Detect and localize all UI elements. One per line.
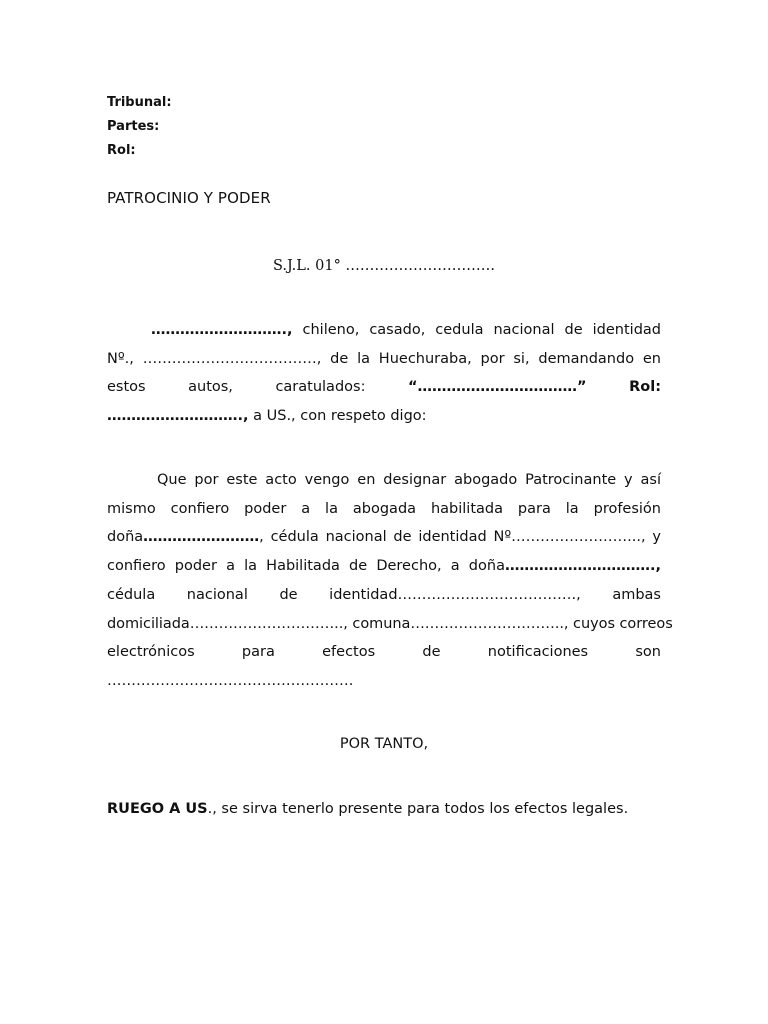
paragraph-word: estos: [107, 379, 146, 396]
name-placeholder: ……………………….,: [151, 322, 293, 338]
paragraph-line: domiciliada………………………….., comuna………………………….., cuyos correos: [107, 615, 673, 632]
paragraph-line: [107, 316, 661, 345]
ruego-bold: RUEGO A US: [107, 801, 208, 817]
petition-line: [107, 799, 628, 819]
tribunal-label: Tribunal:: [107, 95, 172, 110]
name-placeholder: ………………………….,: [504, 558, 661, 575]
caratula-placeholder: “……………………………”: [408, 379, 587, 396]
paragraph-text: , cédula nacional de identidad Nº……………………..., y: [259, 529, 661, 546]
paragraph-comparecencia: [107, 316, 661, 431]
paragraph-line: [107, 523, 661, 552]
court-addressee: S.J.L. 01° ………………………….: [272, 258, 496, 274]
document-title: PATROCINIO Y PODER: [107, 189, 271, 207]
paragraph-line: Que por este acto vengo en designar abogado Patrocinante y así: [157, 472, 661, 488]
paragraph-text: a US., con respeto digo:: [248, 408, 427, 425]
rol-label: Rol:: [107, 143, 136, 158]
paragraph-line: mismo confiero poder a la abogada habilitada para la profesión: [107, 500, 661, 517]
rol-placeholder: ……………………….,: [107, 408, 249, 425]
paragraph-text: chileno, casado, cedula nacional de identidad: [292, 322, 661, 338]
por-tanto-heading: POR TANTO,: [339, 736, 429, 752]
rol-word: Rol:: [629, 379, 661, 396]
paragraph-text: confiero poder a la Habilitada de Derecho, a doña: [107, 558, 505, 575]
paragraph-line: electrónicos para efectos de notificaciones son: [107, 644, 661, 661]
paragraph-line: cédula nacional de identidad………………………………., ambas: [107, 586, 661, 603]
partes-label: Partes:: [107, 119, 160, 134]
paragraph-word: autos,: [188, 379, 233, 396]
paragraph-line: ……………………………………………: [107, 672, 354, 689]
paragraph-line: [107, 552, 661, 581]
paragraph-line: [107, 373, 661, 402]
paragraph-designacion: [107, 466, 673, 696]
paragraph-word: caratulados:: [275, 379, 366, 396]
paragraph-line: Nº., ………………………………, de la Huechuraba, por si, demandando en: [107, 350, 661, 367]
paragraph-line: [107, 402, 661, 431]
case-header: [107, 91, 172, 163]
paragraph-text: doña: [107, 529, 144, 546]
ruego-text: ., se sirva tenerlo presente para todos los efectos legales.: [207, 801, 629, 817]
name-placeholder: ……………………: [143, 529, 260, 546]
